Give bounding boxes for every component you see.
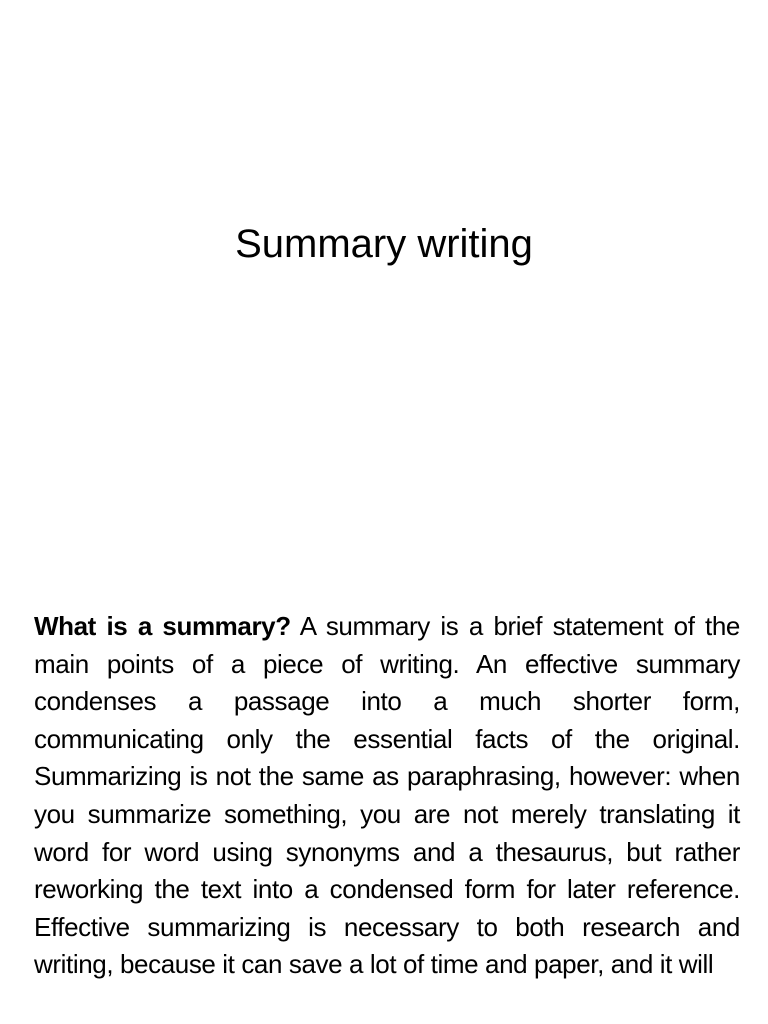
body-text: A summary is a brief statement of the main points of a piece of writing. An effective summary condenses a passage into a much shorter form, communicating only the essential facts of the original. Summarizing is not the same as paraphrasing, however: when you summarize something, you are not merely translating it word for word using synonyms and a thesaurus, but rather reworking the text into a condensed form for later reference. Effective summarizing is necessary to both research and writing, because it can save a lot of time and paper, and it will: [34, 611, 740, 980]
body-paragraph: [34, 608, 740, 984]
page-title: Summary writing: [235, 222, 533, 266]
lead-question: What is a summary?: [34, 611, 291, 641]
